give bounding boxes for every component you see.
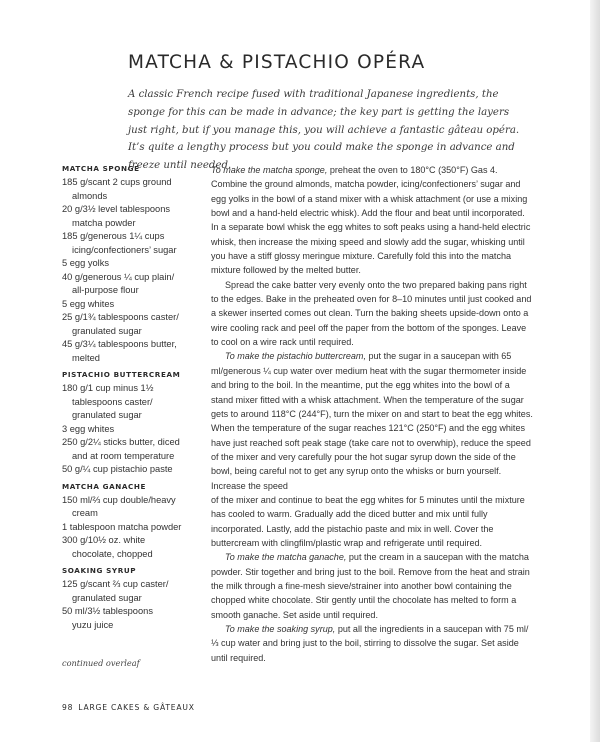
ingredient-line: 20 g/3½ level tablespoons — [62, 204, 171, 214]
ingredient-line: 185 g/scant 2 cups ground — [62, 177, 172, 187]
ingredient-line: 45 g/3¼ tablespoons butter, — [62, 339, 177, 349]
ingredient-group-heading: PISTACHIO BUTTERCREAM — [62, 370, 181, 379]
ingredient-group-heading: MATCHA GANACHE — [62, 481, 147, 491]
ingredient-line: 3 egg whites — [62, 423, 115, 434]
method-paragraph — [211, 622, 533, 665]
method-step-lead: To make the pistachio buttercream, — [225, 351, 366, 362]
page-footer — [62, 703, 195, 712]
ingredient-line: 300 g/10½ oz. white — [62, 535, 146, 545]
page-edge-shadow — [590, 0, 600, 742]
method-paragraph — [211, 550, 533, 622]
ingredient-line: melted — [72, 352, 100, 363]
recipe-intro: A classic French recipe fused with traditional Japanese ingredients, the sponge for this can be made in advance; the key part is getting the layers just right, but if you manage this, you will achieve a fantastic gâteau opéra. It’s quite a lengthy process but you could make the sponge in advance and freeze until needed. — [128, 89, 520, 172]
ingredient-line: 1 tablespoon matcha powder — [62, 521, 182, 532]
ingredient-line: 125 g/scant ⅔ cup caster/ — [62, 579, 169, 589]
method-step-lead: To make the matcha sponge, — [211, 165, 328, 175]
ingredient-line: 50 ml/3½ tablespoons — [62, 606, 153, 616]
method-step-lead: To make the matcha ganache, — [225, 552, 347, 563]
method-step-text: put the cream in a saucepan with the matcha powder. Stir together and bring just to the boil. Remove from the heat and strain the milk through a fine-mesh sieve/strainer into another bowl containing the chopped white chocolate. Stir gently until the chocolate has melted to form a smooth ganache. Set aside until required. — [211, 552, 530, 620]
method-step-lead: To make the soaking syrup, — [225, 624, 336, 634]
method-step-text: put the sugar in a saucepan with 65 ml/generous ¼ cup water over medium heat with the sugar thermometer inside and bring to the boil. In the meantime, put the egg whites into the bowl of a stand mixer fitted with a whisk attachment. When the temperature of the sugar gets to around 118°C (244°F), turn the mixer on and start to beat the egg whites. When the temperature of the sugar reaches 121°C (250°F) and the egg whites have just reached soft peak stage (take care not to overwhip), reduce the speed of the mixer and very carefully pour the hot sugar syrup down the side of the bowl, being careful not to get any syrup onto the whisks or burn yourself. Increase the speed — [211, 351, 533, 491]
method-step-text: of the mixer and continue to beat the egg whites for 5 minutes until the mixture has cooled to warm. Gradually add the diced butter and mix until fully incorporated. Lastly, add the pistachio paste and mix in well. Cover the buttercream with clingfilm/plastic wrap and refrigerate until required. — [211, 494, 525, 548]
page-number: 98 — [62, 703, 74, 712]
ingredient-line: granulated sugar — [72, 325, 142, 336]
ingredient-line: 250 g/2¼ sticks butter, diced — [62, 437, 180, 447]
ingredient-group-heading: MATCHA SPONGE — [62, 164, 140, 173]
method-paragraph — [211, 278, 533, 350]
ingredients-column — [62, 163, 202, 632]
ingredient-line: 150 ml/⅔ cup double/heavy — [62, 494, 176, 505]
ingredient-line: almonds — [72, 190, 108, 201]
section-name: LARGE CAKES & GÂTEAUX — [78, 703, 195, 712]
ingredient-line: all-purpose flour — [72, 285, 139, 295]
method-step-text: put all the ingredients in a saucepan with 75 ml/⅓ cup water and bring just to the boil, stirring to dissolve the sugar. Set aside until required. — [211, 624, 529, 663]
ingredient-line: 180 g/1 cup minus 1½ — [62, 383, 154, 393]
ingredient-line: granulated sugar — [72, 410, 142, 420]
ingredient-group-heading: SOAKING SYRUP — [62, 566, 137, 575]
recipe-title: MATCHA & PISTACHIO OPÉRA — [128, 52, 426, 73]
ingredient-line: tablespoons caster/ — [72, 396, 153, 407]
ingredient-line: 40 g/generous ¼ cup plain/ — [62, 271, 175, 282]
ingredient-line: 5 egg whites — [62, 298, 115, 309]
ingredient-line: cream — [72, 508, 98, 518]
method-paragraph — [211, 493, 533, 550]
ingredient-line: 50 g/¼ cup pistachio paste — [62, 464, 173, 474]
method-step-text: preheat the oven to 180°C (350°F) Gas 4. Combine the ground almonds, matcha powder, icing/confectioners’ sugar and egg yolks in the bowl of a stand mixer with a whisk attachment (or use a mixing bowl and a hand-held electric whisk). Add the flour and beat until incorporated. In a separate bowl whisk the egg whites to soft peaks using a hand-held electric whisk, then increase the mixing speed and slowly add the sugar, whisking until you have a stiff glossy meringue mixture. Carefully fold this into the matcha mixture followed by the melted butter. — [211, 165, 531, 276]
ingredient-line: 185 g/generous 1¼ cups — [62, 231, 165, 241]
ingredient-line: 25 g/1¾ tablespoons caster/ — [62, 312, 179, 322]
continued-note: continued overleaf — [62, 658, 140, 668]
ingredient-line: 5 egg yolks — [62, 258, 110, 268]
ingredient-line: matcha powder — [72, 217, 136, 228]
method-paragraph — [211, 163, 533, 278]
ingredient-line: yuzu juice — [72, 619, 114, 630]
ingredient-line: icing/confectioners’ sugar — [72, 244, 177, 255]
ingredient-line: chocolate, chopped — [72, 548, 153, 559]
method-column — [211, 163, 533, 665]
method-paragraph — [211, 349, 533, 492]
method-step-text: Spread the cake batter very evenly onto the two prepared baking pans right to the edges. Bake in the preheated oven for 8–10 minutes until just cooked and a skewer inserted comes out clean. Turn the baking sheets upside-down onto a wire cooling rack and peel off the paper from the bottom of the sponges. Leave to cool on a wire rack until required. — [211, 279, 532, 348]
ingredient-line: granulated sugar — [72, 592, 142, 603]
ingredient-line: and at room temperature — [72, 450, 175, 461]
